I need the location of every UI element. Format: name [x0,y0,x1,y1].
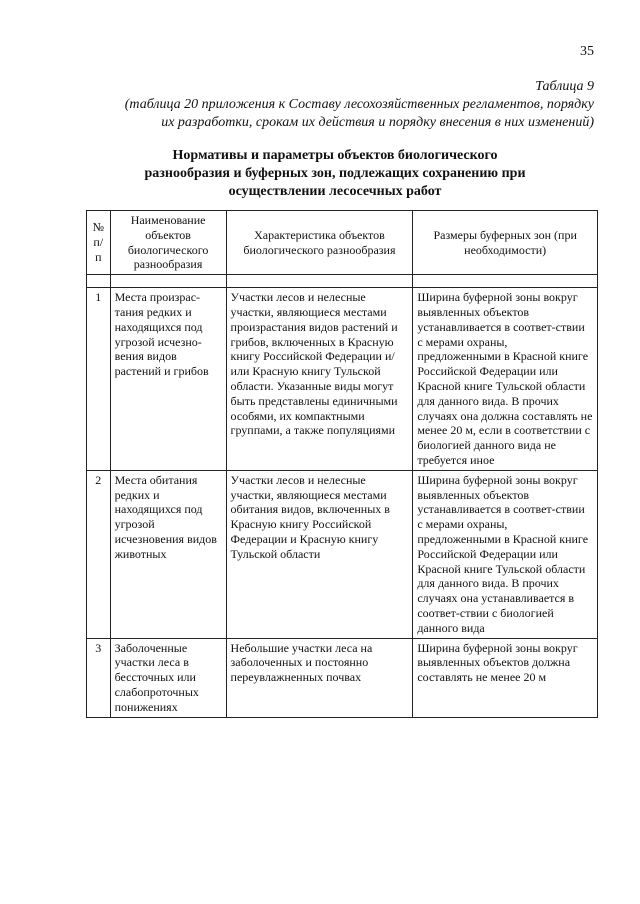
table-row [87,288,598,471]
row-characteristic: Небольшие участки леса на заболоченных и постоянно переувлажненных почвах [226,638,413,717]
header-num: № п/п [87,211,111,275]
header-characteristic: Характеристика объектов биологического разнообразия [226,211,413,275]
table-row [87,638,598,717]
table-label: Таблица 9 [535,79,594,94]
norms-table [86,210,598,718]
row-num: 1 [87,288,111,471]
table-spacer-row [87,275,598,288]
table-header-row [87,211,598,275]
table-title: Нормативы и параметры объектов биологического разнообразия и буферных зон, подлежащих сохранению при осуществлении лесосечных работ [144,148,526,199]
row-name: Места обитания редких и находящихся под угрозой исчезновения видов животных [110,470,226,638]
table-row [87,470,598,638]
row-characteristic: Участки лесов и нелесные участки, являющиеся местами обитания видов, включенных в Красную книгу Российской Федерации и Красную книгу Тульской области [226,470,413,638]
row-num: 3 [87,638,111,717]
row-characteristic: Участки лесов и нелесные участки, являющиеся местами произрастания видов растений и грибов, включенных в Красную книгу Российской Федерации и/или Красную книгу Тульской области. Указанные виды могут быть представлены единичными особями, их компактными группами, а также популяциями [226,288,413,471]
row-buffer: Ширина буферной зоны вокруг выявленных объектов устанавливается в соответ-ствии с мерами охраны, предложенными в Красной книге Российской Федерации или Красной книге Тульской области для данного вида. В прочих случаях она должна составлять не менее 20 м, если в соответствии с биологией данного вида не требуется иное [413,288,598,471]
header-name: Наименование объектов биологического разнообразия [110,211,226,275]
table-source-note: (таблица 20 приложения к Составу лесохозяйственных регламентов, порядку их разработки, срокам их действия и порядку внесения в них изменений) [124,97,594,130]
row-num: 2 [87,470,111,638]
row-name: Заболоченные участки леса в бессточных или слабопроточных понижениях [110,638,226,717]
page-number: 35 [580,44,594,59]
row-buffer: Ширина буферной зоны вокруг выявленных объектов должна составлять не менее 20 м [413,638,598,717]
row-buffer: Ширина буферной зоны вокруг выявленных объектов устанавливается в соответ-ствии с мерами охраны, предложенными в Красной книге Российской Федерации или Красной книге Тульской области для данного вида. В прочих случаях она устанавливается в соответ-ствии с биологией данного вида [413,470,598,638]
header-buffer: Размеры буферных зон (при необходимости) [413,211,598,275]
row-name: Места произрас-тания редких и находящихся под угрозой исчезно-вения видов растений и грибов [110,288,226,471]
